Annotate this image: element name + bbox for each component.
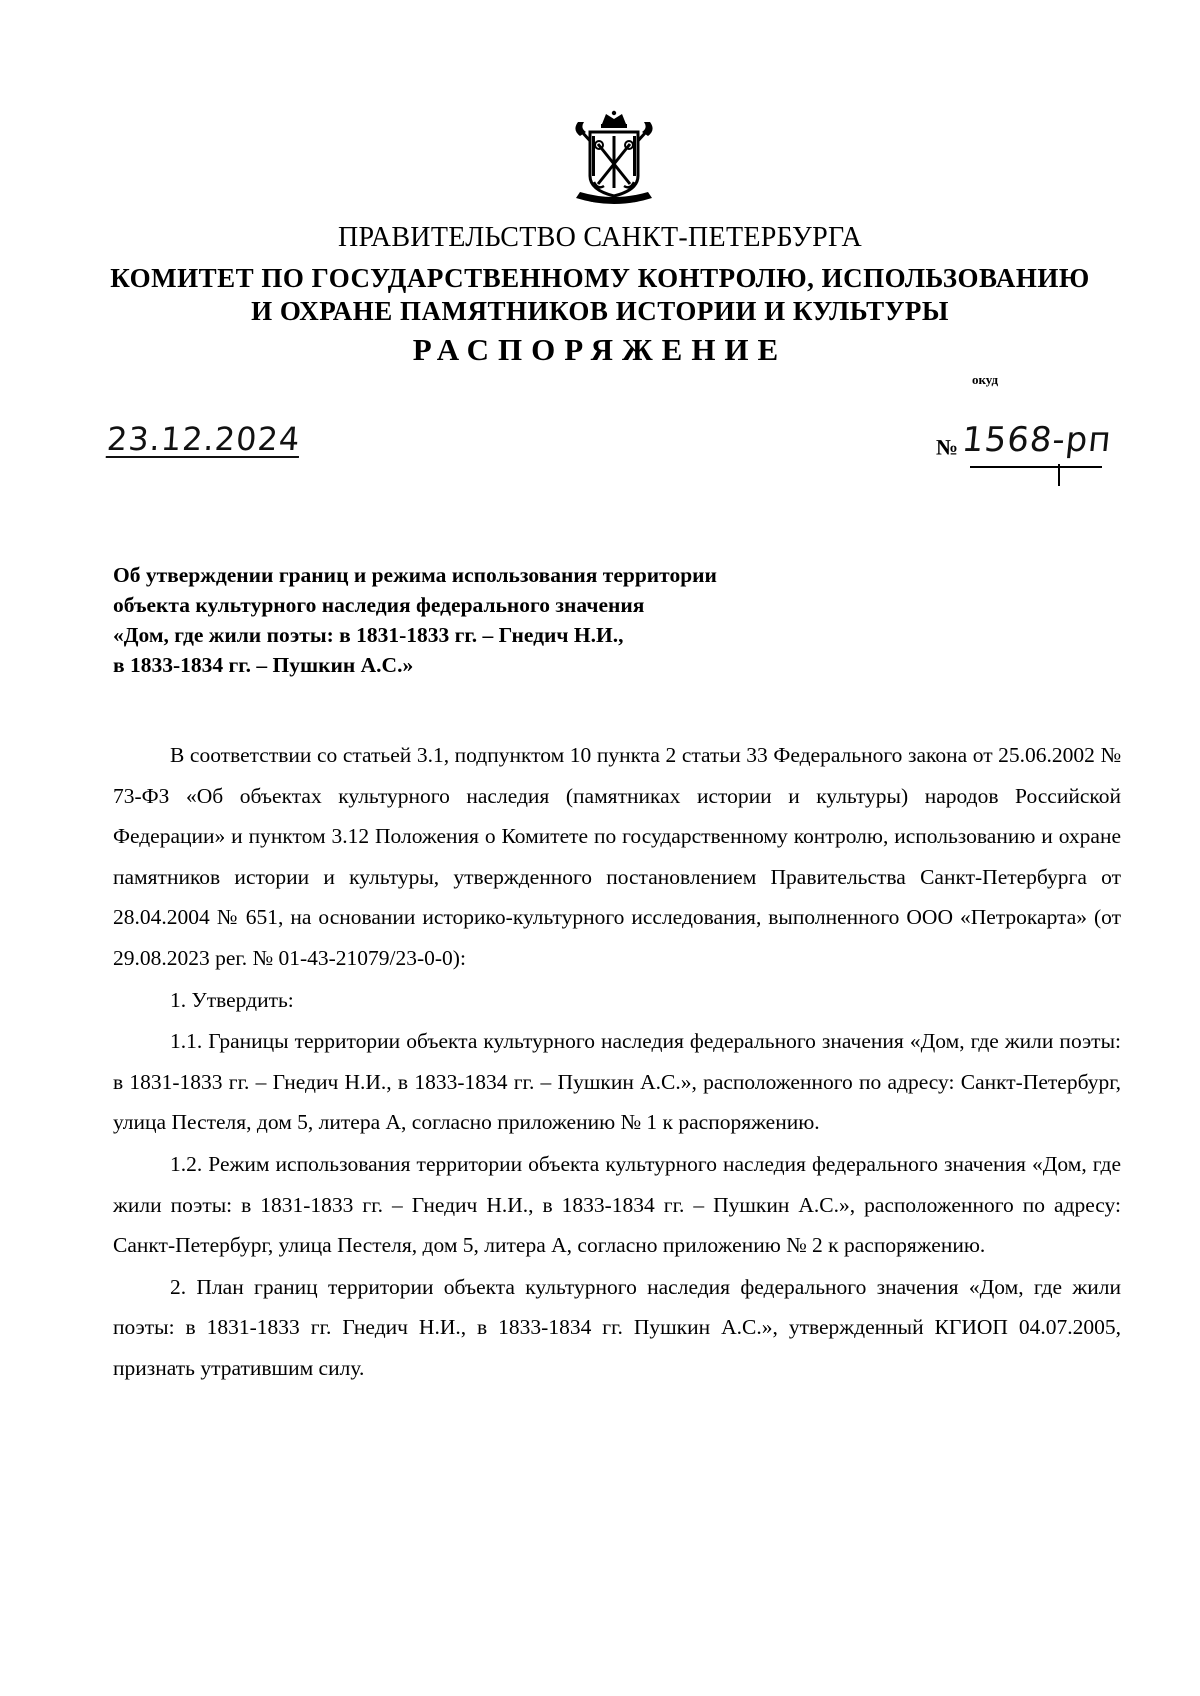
subject-line-2: объекта культурного наследия федерального значения [113,593,645,617]
number-underline-tick [1058,464,1060,486]
okud-label: окуд [972,372,999,387]
paragraph-item-1-2: 1.2. Режим использования территории объекта культурного наследия федерального значения «Дом, где жили поэты: в 1831-1833 гг. – Гнедич Н.И., в 1833-1834 гг. – Пушкин А.С.», расположенного по адресу: Санкт-Петербург, улица Пестеля, дом 5, литера А, согласно приложению № 2 к распоряжению. [113,1151,1121,1258]
committee-title [0,262,1200,328]
document-number: 1568-рп [960,420,1114,460]
number-underline [970,466,1102,468]
document-body [113,735,1121,1389]
paragraph-item-2: 2. План границ территории объекта культурного наследия федерального значения «Дом, где жили поэты: в 1831-1833 гг. Гнедич Н.И., в 1833-1834 гг. Пушкин А.С.», утвержденный КГИОП 04.07.2005, признать утратившим силу. [113,1274,1121,1380]
paragraph-item-1: 1. Утвердить: [170,987,294,1012]
committee-title-line-1: КОМИТЕТ ПО ГОСУДАРСТВЕННОМУ КОНТРОЛЮ, ИСПОЛЬЗОВАНИЮ [110,263,1090,293]
subject-line-4: в 1833-1834 гг. – Пушкин А.С.» [113,653,414,677]
document-subject [113,560,873,680]
paragraph-item-1-1: 1.1. Границы территории объекта культурного наследия федерального значения «Дом, где жили поэты: в 1831-1833 гг. – Гнедич Н.И., в 1833-1834 гг. – Пушкин А.С.», расположенного по адресу: Санкт-Петербург, улица Пестеля, дом 5, литера А, согласно приложению № 1 к распоряжению. [113,1029,1121,1135]
document-date: 23.12.2024 [105,420,302,458]
coat-of-arms-icon [568,110,660,210]
government-title: ПРАВИТЕЛЬСТВО САНКТ-ПЕТЕРБУРГА [338,222,862,253]
subject-line-1: Об утверждении границ и режима использования территории [113,563,717,587]
number-sign: № [936,434,959,460]
subject-line-3: «Дом, где жили поэты: в 1831-1833 гг. – Гнедич Н.И., [113,623,624,647]
document-number-block [936,420,1116,460]
committee-title-line-2: И ОХРАНЕ ПАМЯТНИКОВ ИСТОРИИ И КУЛЬТУРЫ [251,296,949,326]
paragraph-preamble: В соответствии со статьей 3.1, подпунктом 10 пункта 2 статьи 33 Федерального закона от 25.06.2002 № 73-ФЗ «Об объектах культурного наследия (памятниках истории и культуры) народов Российской Федерации» и пунктом 3.12 Положения о Комитете по государственному контролю, использованию и охране памятников истории и культуры, утвержденного постановлением Правительства Санкт-Петербурга от 28.04.2004 № 651, на основании историко-культурного исследования, выполненного ООО «Петрокарта» (от 29.08.2023 рег. № 01-43-21079/23-0-0): [113,743,1121,970]
document-type-title: РАСПОРЯЖЕНИЕ [412,332,788,367]
